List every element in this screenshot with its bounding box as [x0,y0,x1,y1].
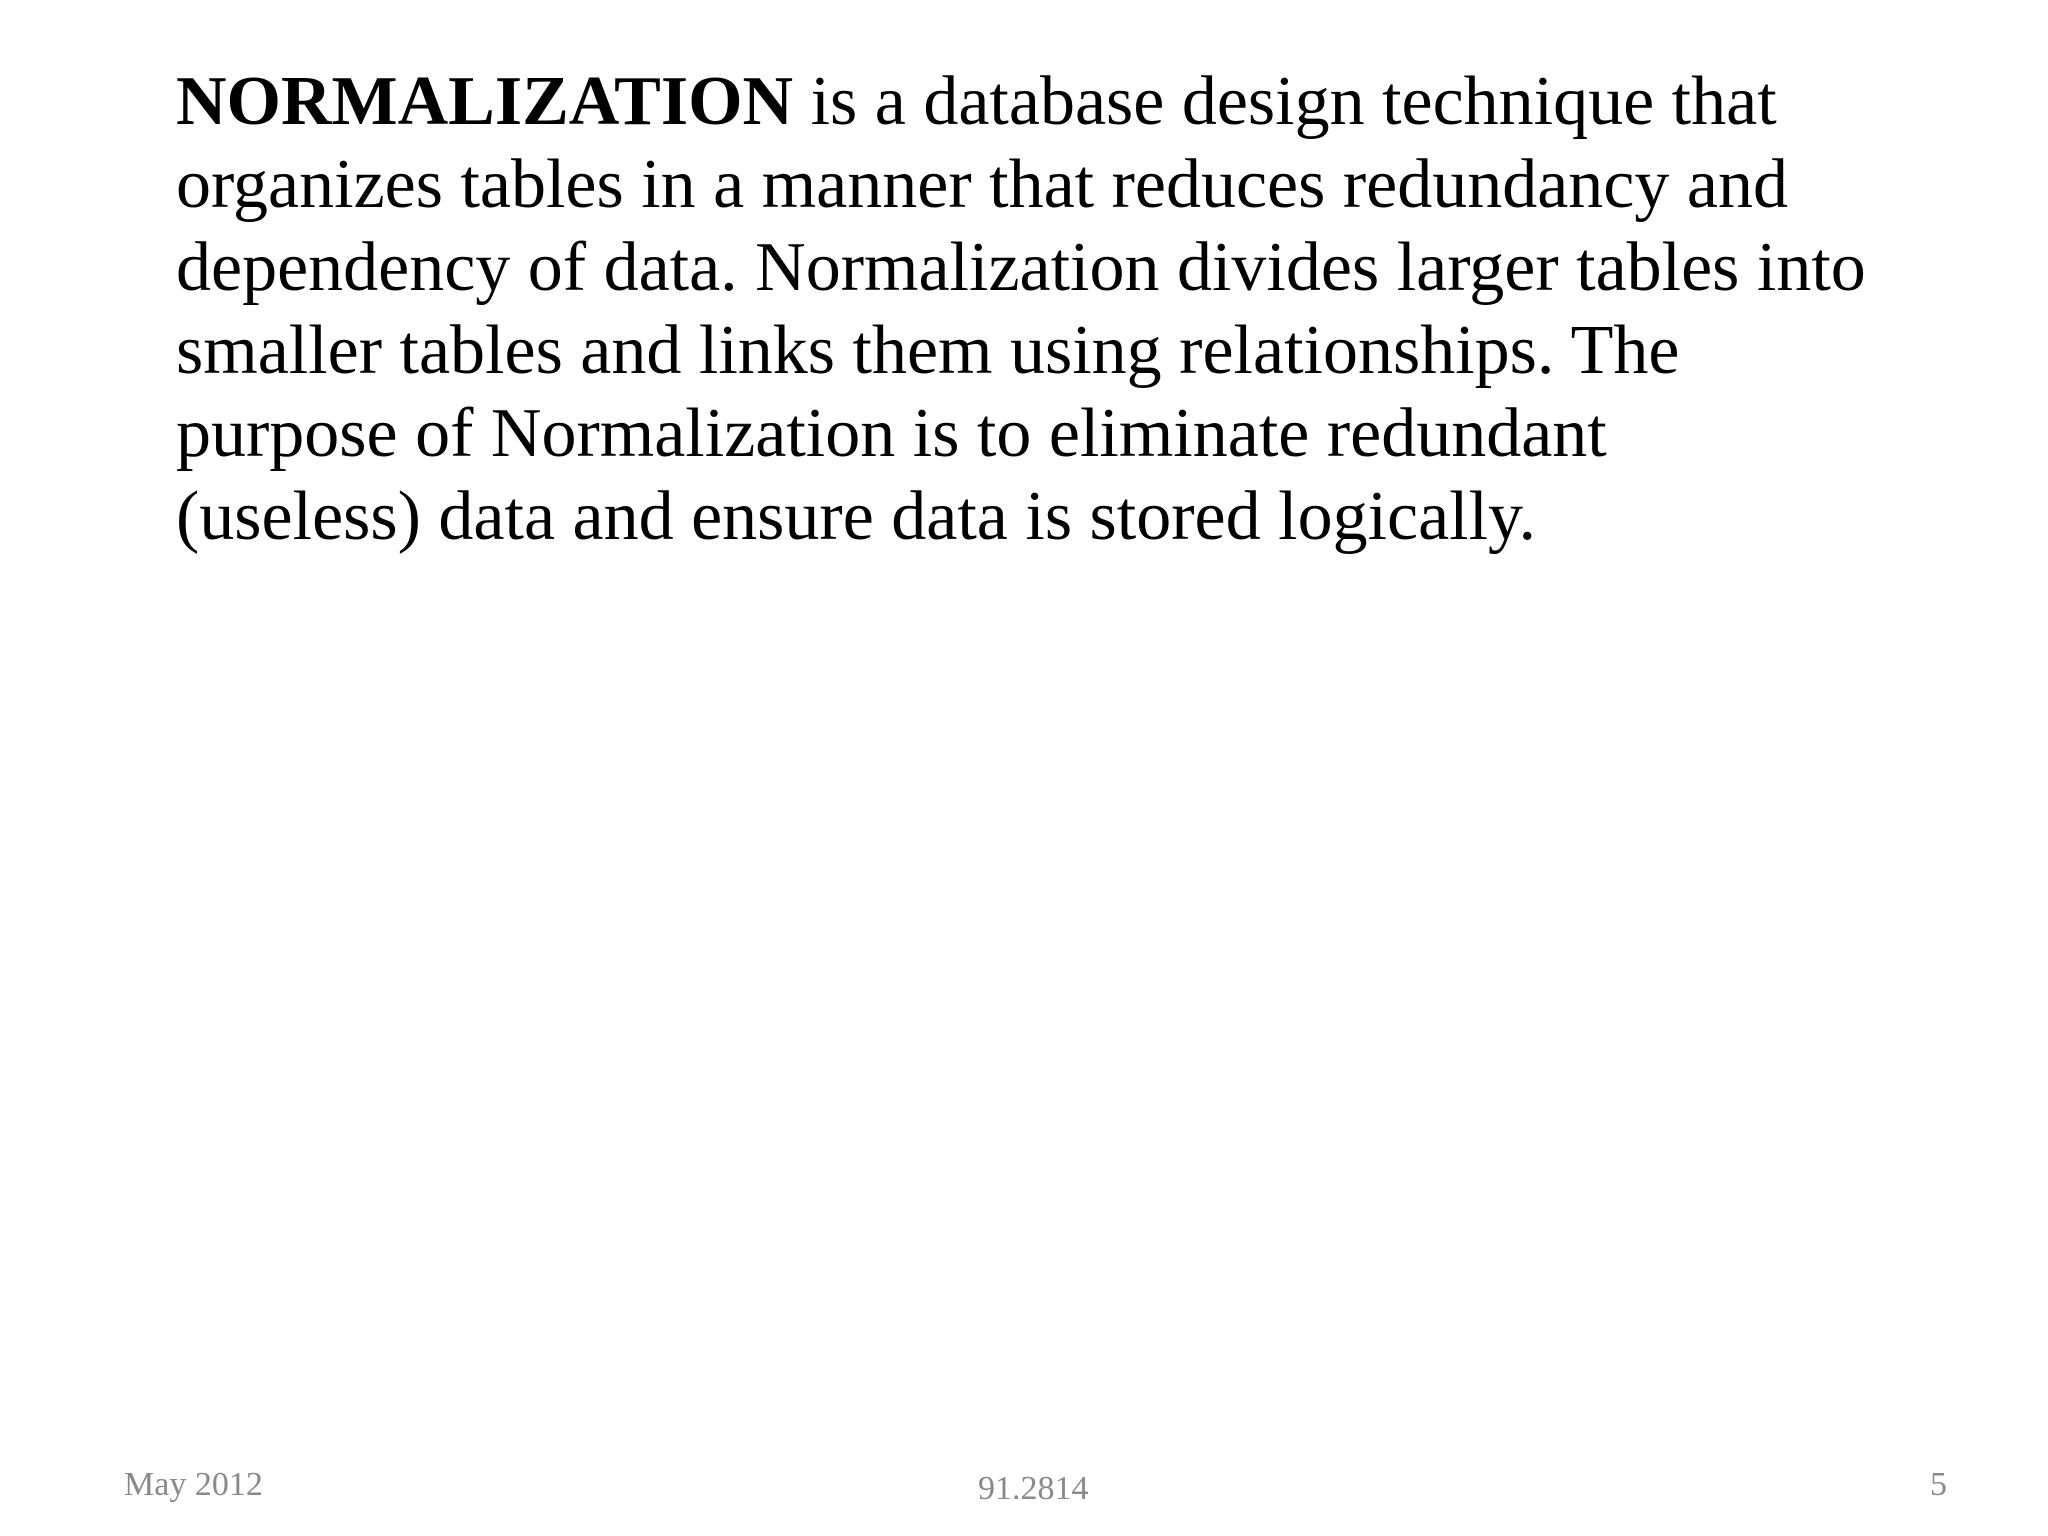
paragraph-line: dependency of data. Normalization divides larger tables into [176,229,1866,306]
footer-date: May 2012 [124,1466,263,1503]
paragraph-line-text: is a database design technique that [793,63,1777,140]
paragraph-line: purpose of Normalization is to eliminate redundant [176,395,1607,472]
definition-paragraph [176,60,1896,558]
footer-page-number: 5 [1930,1466,1947,1503]
paragraph-line: smaller tables and links them using relationships. The [176,312,1680,389]
footer-course-code: 91.2814 [978,1470,1089,1507]
paragraph-line [176,60,1896,143]
normalization-term: NORMALIZATION [176,63,794,140]
paragraph-line: organizes tables in a manner that reduces redundancy and [176,146,1788,223]
paragraph-line: (useless) data and ensure data is stored logically. [176,478,1537,555]
